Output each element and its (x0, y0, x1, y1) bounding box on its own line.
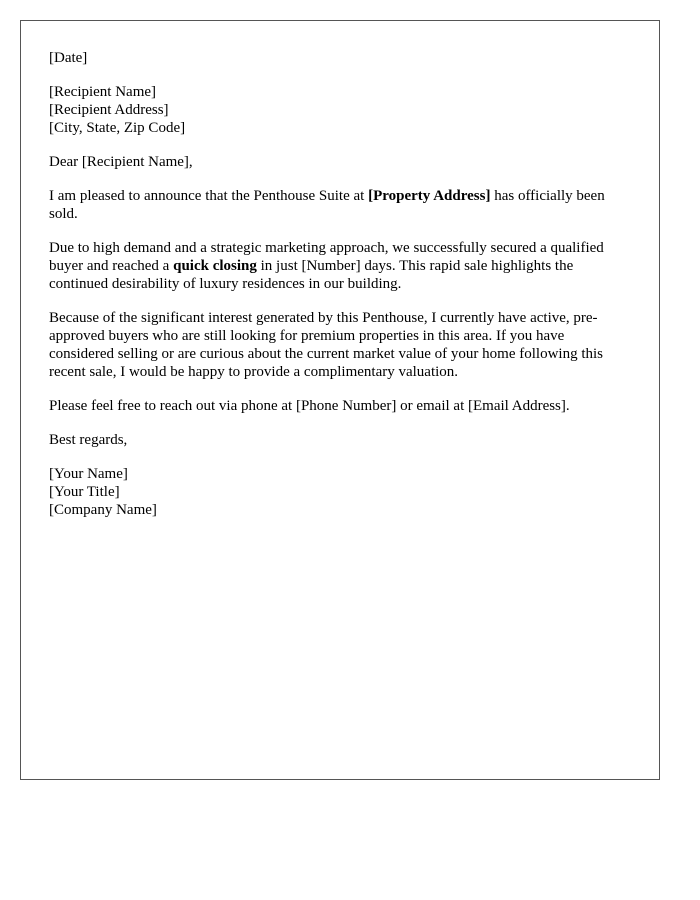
paragraph-sale-details-text-1: Due to high demand and a strategic marketing approach, we successfully secured a qualified buyer and reached a (49, 240, 604, 274)
property-address-bold: [Property Address] (368, 188, 491, 204)
paragraph-valuation-offer: Because of the significant interest generated by this Penthouse, I currently have active, pre-approved buyers who are still looking for premium properties in this area. If you have considered selling or are curious about the current market value of your home following this recent sale, I would be happy to provide a complimentary valuation. (49, 310, 604, 380)
paragraph-announcement-text-1: I am pleased to announce that the Penthouse Suite at (49, 188, 369, 204)
recipient-block (49, 83, 631, 137)
signature-company: [Company Name] (49, 502, 157, 518)
paragraph-announcement-text-2: has officially been sold. (49, 188, 605, 222)
quick-closing-bold: quick closing (173, 258, 257, 274)
date-block (49, 49, 631, 67)
letter-page (20, 20, 660, 780)
recipient-city-state-zip: [City, State, Zip Code] (49, 120, 186, 136)
letter-date: [Date] (49, 50, 88, 66)
paragraph-announcement (49, 187, 631, 223)
recipient-name: [Recipient Name] (49, 84, 157, 100)
recipient-address: [Recipient Address] (49, 102, 169, 118)
signature-title: [Your Title] (49, 484, 120, 500)
salutation: Dear [Recipient Name], (49, 154, 193, 170)
paragraph-sale-details-text-2: in just [Number] days. This rapid sale highlights the continued desirability of luxury residences in our building. (49, 258, 574, 292)
paragraph-contact: Please feel free to reach out via phone at [Phone Number] or email at [Email Address]. (49, 398, 570, 414)
signature-name: [Your Name] (49, 466, 128, 482)
signature-block (49, 465, 631, 519)
closing: Best regards, (49, 432, 128, 448)
paragraph-sale-details (49, 239, 631, 293)
